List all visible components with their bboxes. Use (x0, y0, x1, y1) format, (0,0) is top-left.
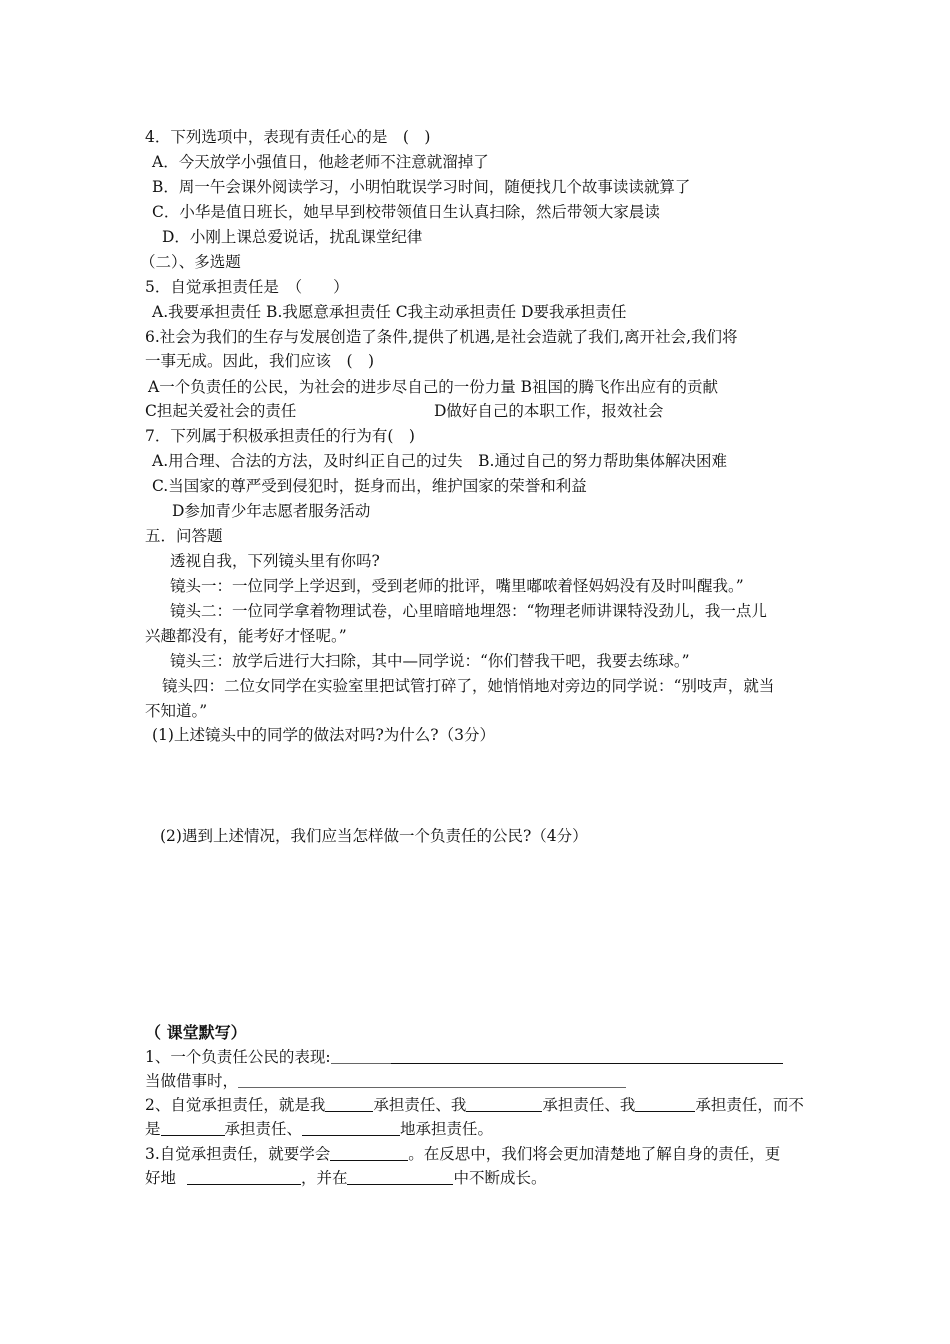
blank-field[interactable] (635, 1095, 695, 1112)
blank-field[interactable] (330, 1144, 408, 1161)
section-multiple-choice: （二）、多选题 (140, 253, 241, 271)
question-4-option-c: C．小华是值日班长，她早早到校带领值日生认真扫除，然后带领大家晨读 (152, 203, 660, 221)
scenario-shot-2-line2: 兴趣都没有，能考好才怪呢。” (145, 627, 347, 645)
question-6-stem-line2: 一事无成。因此，我们应该 ( ) (145, 352, 375, 370)
dictation-line-2 (145, 1070, 815, 1092)
blank-field[interactable] (347, 1168, 453, 1185)
blank-field[interactable] (325, 1095, 373, 1112)
dictation-text: 是 (145, 1120, 161, 1138)
dictation-line-3 (145, 1094, 815, 1116)
dictation-title: （ 课堂默写） (145, 1023, 247, 1042)
question-5-options: A.我要承担责任 B.我愿意承担责任 C我主动承担责任 D要我承担责任 (152, 303, 627, 321)
blank-field[interactable] (391, 1047, 783, 1064)
question-4-stem: 4．下列选项中，表现有责任心的是 ( ) (145, 128, 431, 146)
question-6-options-ab: A一个负责任的公民，为社会的进步尽自己的一份力量 B祖国的腾飞作出应有的贡献 (148, 378, 719, 396)
blank-field[interactable] (331, 1047, 391, 1064)
blank-field[interactable] (238, 1071, 626, 1088)
blank-field[interactable] (187, 1168, 301, 1185)
scenario-shot-4-line2: 不知道。” (145, 702, 208, 720)
scenario-shot-3: 镜头三：放学后进行大扫除，其中—同学说：“你们替我干吧，我要去练球。” (170, 652, 690, 670)
question-7-option-c: C.当国家的尊严受到侵犯时，挺身而出，维护国家的荣誉和利益 (152, 477, 587, 495)
dictation-line-2-label: 当做借事时， (145, 1072, 239, 1090)
scenario-shot-2-line1: 镜头二：一位同学拿着物理试卷，心里暗暗地埋怨：“物理老师讲课特没劲儿，我一点儿 (170, 602, 767, 620)
scenario-shot-1: 镜头一：一位同学上学迟到，受到老师的批评，嘴里嘟哝着怪妈妈没有及时叫醒我。” (170, 577, 744, 595)
dictation-text: ，并在 (300, 1169, 348, 1187)
dictation-text: 。在反思中，我们将会更加清楚地了解自身的责任，更 (408, 1145, 781, 1163)
dictation-line-6 (145, 1167, 815, 1189)
dictation-text: 承担责任、 (224, 1120, 303, 1138)
dictation-text: 承担责任、我 (373, 1096, 467, 1114)
question-5-stem: 5．自觉承担责任是 （ ） (145, 278, 349, 296)
sub-question-2: (2)遇到上述情况，我们应当怎样做一个负责任的公民?（4分） (160, 827, 588, 845)
dictation-line-5 (145, 1143, 815, 1165)
dictation-text: 地承担责任。 (400, 1120, 494, 1138)
dictation-text: 2、自觉承担责任，就是我 (145, 1096, 326, 1114)
blank-field[interactable] (466, 1095, 542, 1112)
dictation-line-4 (145, 1118, 815, 1140)
question-4-option-d: D．小刚上课总爱说话，扰乱课堂纪律 (162, 228, 423, 246)
dictation-line-1 (145, 1046, 815, 1068)
dictation-text: 承担责任、我 (542, 1096, 636, 1114)
question-6-option-d: D做好自己的本职工作，报效社会 (434, 402, 664, 420)
dictation-text: 中不断成长。 (453, 1169, 547, 1187)
dictation-text: 3.自觉承担责任，就要学会 (145, 1145, 331, 1163)
sub-question-1: (1)上述镜头中的同学的做法对吗?为什么?（3分） (152, 726, 495, 744)
section-short-answer: 五．问答题 (145, 527, 223, 545)
dictation-text: 好地 (145, 1169, 181, 1187)
question-6-option-c: C担起关爱社会的责任 (145, 402, 297, 420)
blank-field[interactable] (302, 1119, 400, 1136)
question-4-option-b: B．周一午会课外阅读学习，小明怕耽误学习时间，随便找几个故事读读就算了 (152, 178, 691, 196)
scenario-intro: 透视自我，下列镜头里有你吗? (170, 552, 380, 570)
blank-field[interactable] (161, 1119, 225, 1136)
question-7-options-ab: A.用合理、合法的方法，及时纠正自己的过失 B.通过自己的努力帮助集体解决困难 (152, 452, 727, 470)
question-7-option-d: D参加青少年志愿者服务活动 (172, 502, 371, 520)
dictation-line-1-label: 1、一个负责任公民的表现: (145, 1048, 331, 1066)
question-7-stem: 7．下列属于积极承担责任的行为有( ) (145, 427, 415, 445)
question-4-option-a: A．今天放学小强值日，他趁老师不注意就溜掉了 (152, 153, 489, 171)
dictation-text: 承担责任，而不 (695, 1096, 804, 1114)
question-6-stem-line1: 6.社会为我们的生存与发展创造了条件,提供了机遇,是社会造就了我们,离开社会,我们将 (145, 328, 738, 346)
scenario-shot-4-line1: 镜头四：二位女同学在实验室里把试管打碎了，她悄悄地对旁边的同学说：“别吱声，就当 (162, 677, 775, 695)
